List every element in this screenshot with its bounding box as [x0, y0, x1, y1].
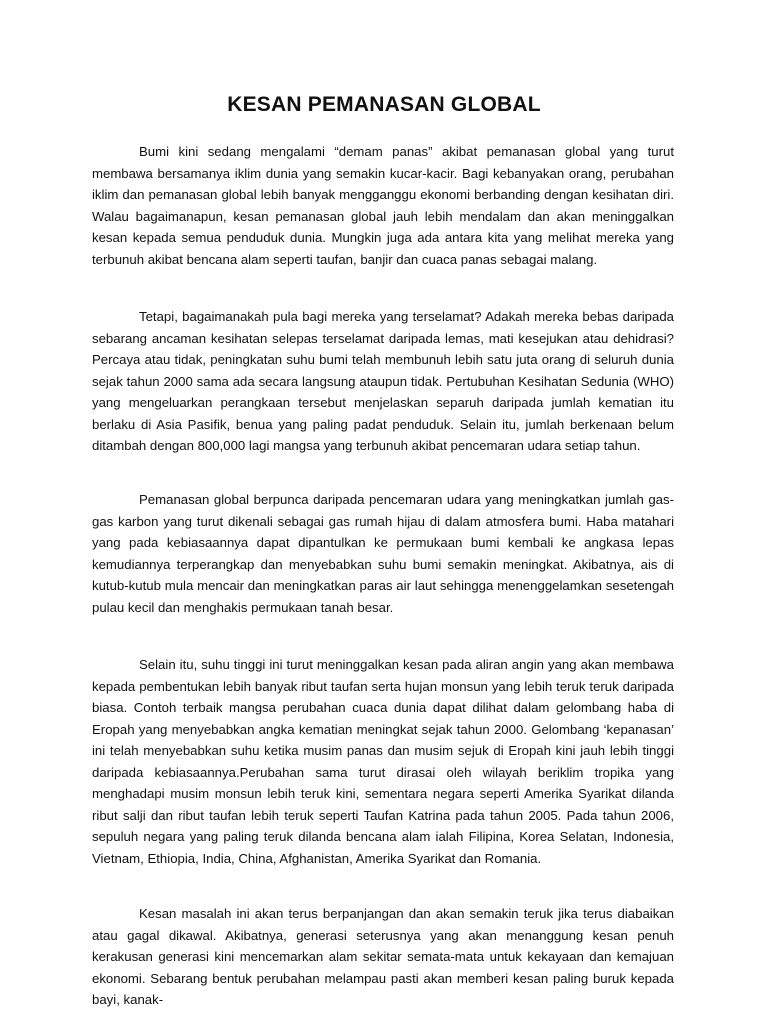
paragraph-3: Pemanasan global berpunca daripada pencemaran udara yang meningkatkan jumlah gas-gas karbon yang turut dikenali sebagai gas rumah hijau di dalam atmosfera bumi. Haba matahari yang pada kebiasaannya dapat dipantulkan ke permukaan bumi kembali ke angkasa lepas kemudiannya terperangkap dan menyebabkan suhu bumi semakin meningkat. Akibatnya, ais di kutub-kutub mula mencair dan meningkatkan paras air laut sehingga menenggelamkan sesetengah pulau kecil dan menghakis permukaan tanah besar.: [92, 492, 674, 615]
paragraph-1: Bumi kini sedang mengalami “demam panas” akibat pemanasan global yang turut membawa bersamanya iklim dunia yang semakin kucar-kacir. Bagi kebanyakan orang, perubahan iklim dan pemanasan global lebih banyak mengganggu ekonomi berbanding dengan kesihatan diri. Walau bagaimanapun, kesan pemanasan global jauh lebih mendalam dan akan meninggalkan kesan kepada semua penduduk dunia. Mungkin juga ada antara kita yang melihat mereka yang terbunuh akibat bencana alam seperti taufan, banjir dan cuaca panas sebagai malang.: [92, 144, 674, 267]
paragraph-2: Tetapi, bagaimanakah pula bagi mereka yang terselamat? Adakah mereka bebas daripada sebarang ancaman kesihatan selepas terselamat daripada lemas, mati kesejukan atau dehidrasi? Percaya atau tidak, peningkatan suhu bumi telah membunuh lebih satu juta orang di seluruh dunia sejak tahun 2000 sama ada secara langsung ataupun tidak. Pertubuhan Kesihatan Sedunia (WHO) yang mengeluarkan perangkaan tersebut menjelaskan separuh daripada jumlah kematian itu berlaku di Asia Pasifik, benua yang paling padat penduduk. Selain itu, jumlah berkenaan belum ditambah dengan 800,000 lagi mangsa yang terbunuh akibat pencemaran udara setiap tahun.: [92, 309, 674, 453]
paragraph-4: Selain itu, suhu tinggi ini turut meninggalkan kesan pada aliran angin yang akan membawa kepada pembentukan lebih banyak ribut taufan serta hujan monsun yang lebih teruk teruk daripada biasa. Contoh terbaik mangsa perubahan cuaca dunia dapat dilihat dalam gelombang haba di Eropah yang menyebabkan angka kematian meningkat sejak tahun 2000. Gelombang ‘kepanasan’ ini telah menyebabkan suhu ketika musim panas dan musim sejuk di Eropah kini jauh lebih tinggi daripada kebiasaannya.Perubahan sama turut dirasai oleh wilayah beriklim tropika yang menghadapi musim monsun lebih teruk kini, sementara negara seperti Amerika Syarikat dilanda ribut salji dan ribut taufan lebih teruk seperti Taufan Katrina pada tahun 2005. Pada tahun 2006, sepuluh negara yang paling teruk dilanda bencana alam ialah Filipina, Korea Selatan, Indonesia, Vietnam, Ethiopia, India, China, Afghanistan, Amerika Syarikat dan Romania.: [92, 657, 674, 866]
paragraph-5: Kesan masalah ini akan terus berpanjangan dan akan semakin teruk jika terus diabaikan atau gagal dikawal. Akibatnya, generasi seterusnya yang akan menanggung kesan penuh kerakusan generasi kini mencemarkan alam sekitar semata-mata untuk kekayaan dan kemajuan ekonomi. Sebarang bentuk perubahan melampau pasti akan memberi kesan paling buruk kepada bayi, kanak-: [92, 906, 674, 1007]
document-title: KESAN PEMANASAN GLOBAL: [227, 93, 541, 116]
